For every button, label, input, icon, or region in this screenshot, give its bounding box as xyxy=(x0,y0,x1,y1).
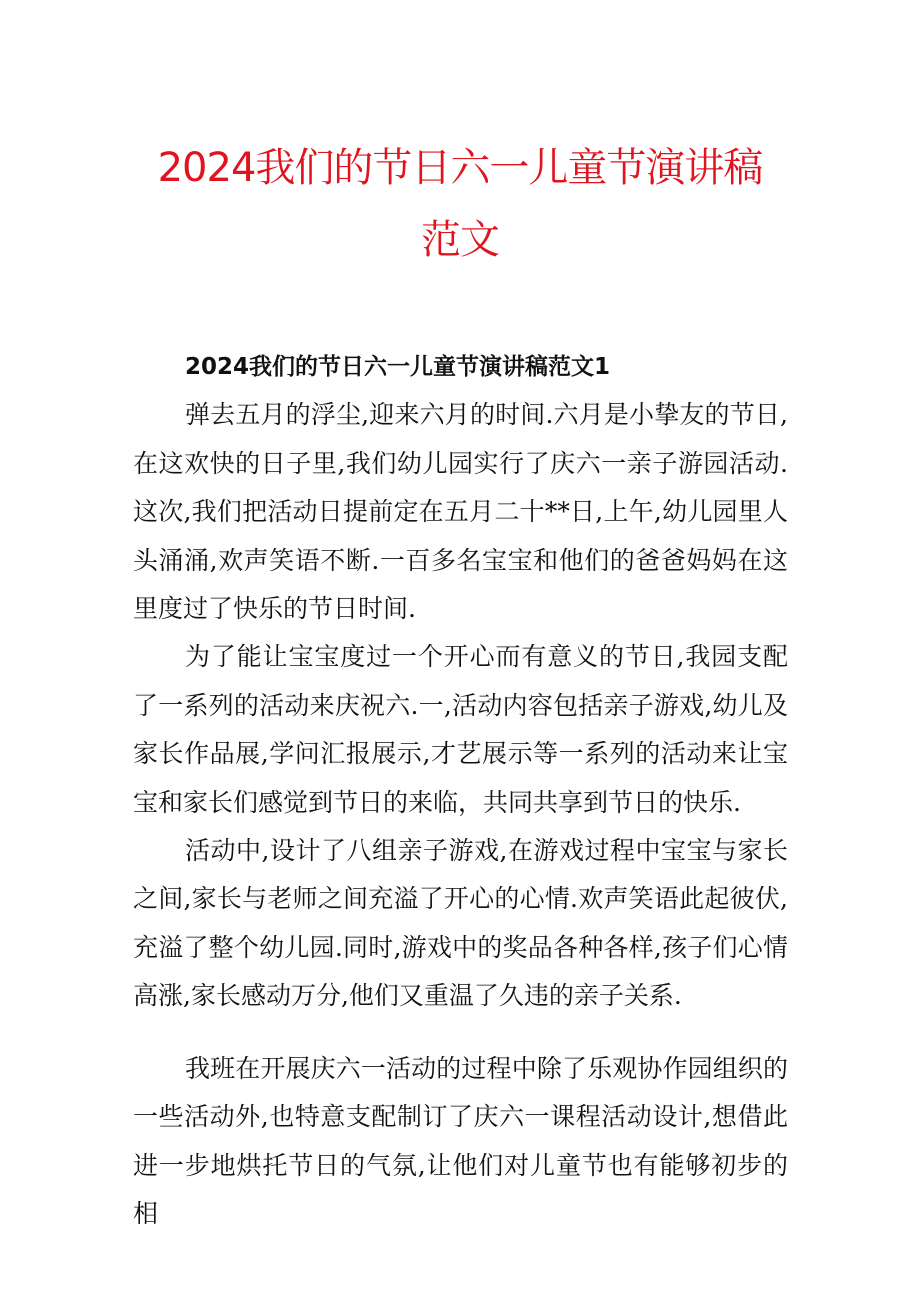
document-title-line-2: 范文 xyxy=(421,217,499,263)
body-paragraph: 我班在开展庆六一活动的过程中除了乐观协作园组织的一些活动外,也特意支配制订了庆六一课程活动设计,想借此进一步地烘托节日的气氛,让他们对儿童节也有能够初步的相 xyxy=(133,1053,788,1228)
body-paragraph: 为了能让宝宝度过一个开心而有意义的节日,我园支配了一系列的活动来庆祝六.一,活动内容包括亲子游戏,幼儿及家长作品展,学问汇报展示,才艺展示等一系列的活动来让宝宝和家长们感觉到节日的来临，共同共享到节日的快乐. xyxy=(133,642,788,817)
document-title-line-1: 2024我们的节日六一儿童节演讲稿 xyxy=(157,145,763,191)
document-body xyxy=(133,343,788,1238)
section-subheading: 2024我们的节日六一儿童节演讲稿范文1 xyxy=(185,354,611,380)
body-paragraph: 活动中,设计了八组亲子游戏,在游戏过程中宝宝与家长之间,家长与老师之间充溢了开心的心情.欢声笑语此起彼伏,充溢了整个幼儿园.同时,游戏中的奖品各种各样,孩子们心情高涨,家长感动万分,他们又重温了久违的亲子关系. xyxy=(133,836,788,1011)
body-paragraph: 弹去五月的浮尘,迎来六月的时间.六月是小挚友的节日,在这欢快的日子里,我们幼儿园实行了庆六一亲子游园活动.这次,我们把活动日提前定在五月二十**日,上午,幼儿园里人头涌涌,欢声笑语不断.一百多名宝宝和他们的爸爸妈妈在这里度过了快乐的节日时间. xyxy=(133,400,788,624)
